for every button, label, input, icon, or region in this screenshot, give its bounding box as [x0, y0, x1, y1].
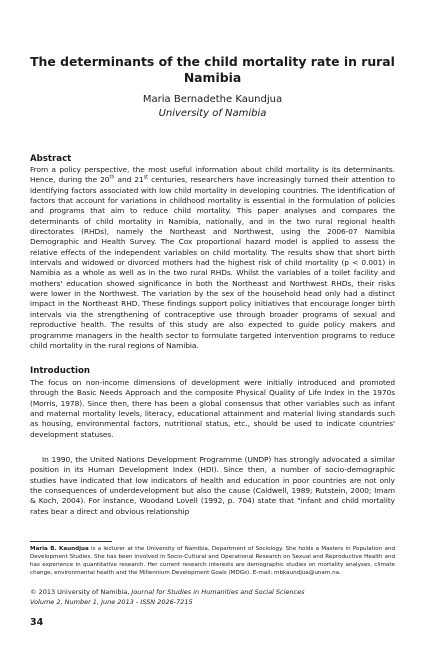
footnote-divider: [30, 541, 112, 542]
copyright-block: [30, 588, 400, 607]
copyright-line: [30, 588, 400, 598]
abstract-sup-th: th: [109, 174, 115, 181]
abstract-heading: Abstract: [30, 154, 72, 164]
introduction-paragraph-1: The focus on non-income dimensions of development were initially introduced and promoted through the Basic Needs Approach and the composite Physical Quality of Life Index in the 1970s (Morris, 1978). Since then, there has been a global consensus that other variables such as infant and maternal mortality levels, literacy, educational attainment and material living standards such as housing, environmental factors, nutritional status, etc., should be used to indicate countries' development statuses.: [30, 378, 395, 439]
journal-name: Journal for Studies in Humanities and Social Sciences: [131, 588, 305, 596]
article-title: The determinants of the child mortality rate in rural Namibia: [30, 54, 395, 85]
volume-line: Volume 2, Number 1, June 2013 - ISSN 2026-7215: [30, 597, 193, 606]
abstract-text-2: and 21: [114, 175, 144, 185]
abstract-text-3: centuries, researchers have increasingly turned their attention to identifying factors associated with low child mortality in developing countries. The identification of factors that account for variations in childhood mortality is essential in the formulation of policies and programs that aim to reduce child mortality. This paper analyses and compares the determinants of child mortality in Namibia, nationally, and in the two rural regional health directorates (RHDs), namely the Northeast and Northwest, using the 2006-07 Namibia Demographic and Health Survey. The Cox proportional hazard model is applied to assess the relative effects of the independent variables on child mortality. The results show that short birth intervals and widowed or divorced mothers had the highest risk of child mortality (p < 0.001) in Namibia as a whole as well as in the two rural RHDs. Whilst the variables of a toilet facility and mothers' education showed significance in both the Northeast and Northwest RHDs, their risks were lower in the Northwest. The variation by the sex of the household head only had a distinct impact in the Northeast RHD. These findings support policy initiatives that encourage longer birth intervals via the strengthening of contraceptive use through broader programs of sexual and reproductive health. The results of this study are also expected to guide policy makers and programme managers in the health sector to formulate targeted intervention programs to reduce child mortality in the rural regions of Namibia.: [30, 175, 395, 350]
introduction-paragraph-2: [30, 455, 395, 517]
abstract-body: [30, 165, 395, 351]
abstract-sup-st: st: [143, 174, 149, 181]
author-affiliation: University of Namibia: [158, 108, 267, 119]
author-footnote: [30, 546, 395, 578]
introduction-heading: Introduction: [30, 366, 91, 376]
footnote-author-name: Maria B. Kaundjua: [30, 546, 89, 552]
copyright-lead: © 2013 University of Namibia,: [30, 588, 132, 596]
abstract-text-1: From a policy perspective, the most useful information about child mortality is its determinants. Hence, during the 20: [30, 165, 395, 185]
footnote-text: is a lecturer at the University of Namibia, Department of Sociology. She holds a Masters in Population and Development Studies. She has been involved in Socio-Cultural and Operational Research on Sexual and Reproductive Health and has experience in quantitative research. Her current research interests are demographic studies on mortality analyses, climate change, environmental health and the Millennium Development Goals (MDGs). E-mail: mbkaundjua@unam.na.: [30, 546, 396, 576]
author-name: Maria Bernadethe Kaundjua: [142, 94, 283, 105]
page-number: 34: [30, 617, 44, 628]
introduction-paragraph-2-text: In 1990, the United Nations Development Programme (UNDP) has strongly advocated a similar position in its Human Development Index (HDI). Since then, a number of socio-demographic studies have indicated that low indicators of health and education in poor countries are not only the consequences of underdevelopment but also the cause (Caldwell, 1989; Rutstein, 2000; Imam & Koch, 2004). For instance, Woodand Lovell (1992, p. 704) state that "infant and child mortality rates bear a direct and obvious relationship: [30, 455, 395, 516]
